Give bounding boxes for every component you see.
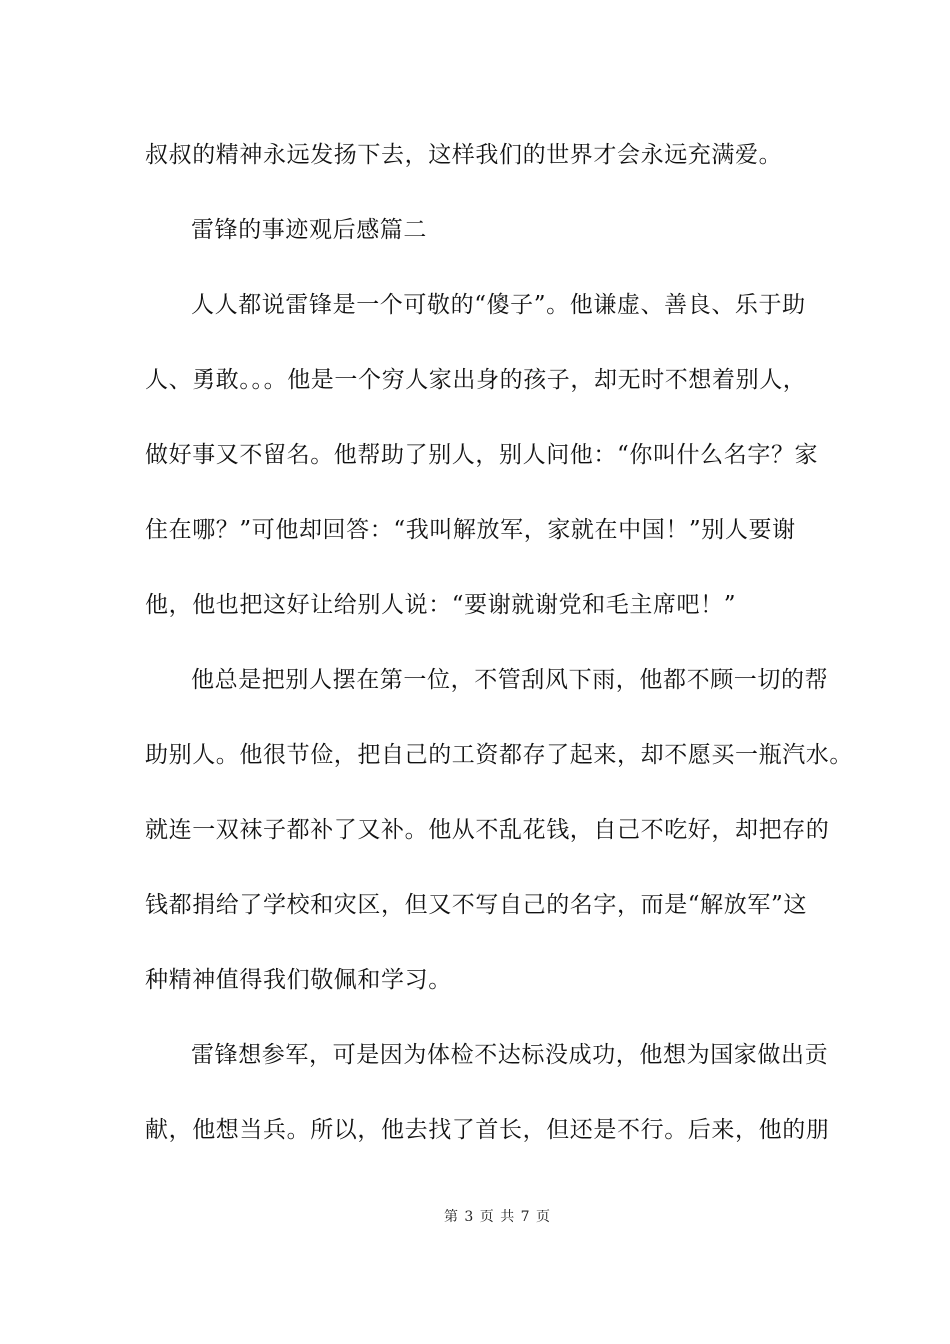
text-line: 做好事又不留名。他帮助了别人，别人问他：“你叫什么名字？家 [145, 442, 819, 468]
section-heading: 雷锋的事迹观后感篇二 [191, 217, 427, 243]
text-line: 献，他想当兵。所以，他去找了首长，但还是不行。后来，他的朋 [145, 1117, 830, 1143]
text-line: 种精神值得我们敬佩和学习。 [145, 967, 452, 993]
text-line: 他总是把别人摆在第一位，不管刮风下雨，他都不顾一切的帮 [191, 667, 829, 693]
text-line: 叔叔的精神永远发扬下去，这样我们的世界才会永远充满爱。 [145, 142, 783, 168]
text-line: 他，他也把这好让给别人说：“要谢就谢党和毛主席吧！” [145, 592, 737, 618]
body-text [145, 132, 853, 1182]
text-line: 助别人。他很节俭，把自己的工资都存了起来，却不愿买一瓶汽水。 [145, 742, 853, 768]
text-line: 人人都说雷锋是一个可敬的“傻子”。他谦虚、善良、乐于助 [191, 292, 806, 318]
page-footer: 第 3 页 共 7 页 [443, 1209, 552, 1225]
text-line: 住在哪？”可他却回答：“我叫解放军，家就在中国！”别人要谢 [145, 517, 796, 543]
text-line: 雷锋想参军，可是因为体检不达标没成功，他想为国家做出贡 [191, 1042, 829, 1068]
text-line: 钱都捐给了学校和灾区，但又不写自己的名字，而是“解放军”这 [145, 892, 807, 918]
text-line: 人、勇敢。。。他是一个穷人家出身的孩子，却无时不想着别人， [145, 367, 807, 393]
text-line: 就连一双袜子都补了又补。他从不乱花钱，自己不吃好，却把存的 [145, 817, 830, 843]
